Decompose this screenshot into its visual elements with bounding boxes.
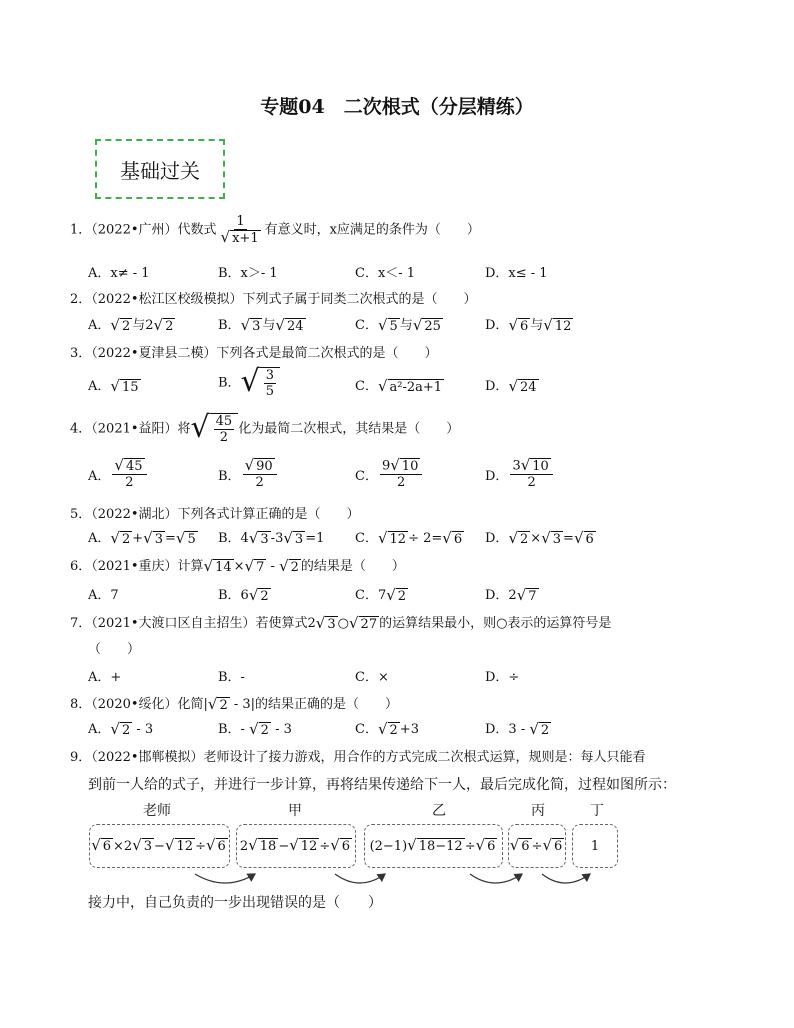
question-9-prompt: 接力中，自己负责的一步出现错误的是（ ） <box>88 895 382 911</box>
label-bing: 丙 <box>531 803 545 819</box>
question-1 <box>70 214 480 246</box>
question-5: 5．（2022•湖北）下列各式计算正确的是（ ） <box>70 507 360 522</box>
q5-option-a[interactable]: A． √ 2 + √ 3 = √ 5 <box>88 528 196 547</box>
question-8: 8．（2020•绥化）化简| √ 2 - 3|的结果正确的是（ ） <box>70 694 399 713</box>
q1-prefix: 1．（2022•广州）代数式 <box>70 222 217 238</box>
q7-option-d[interactable]: D．÷ <box>485 670 520 685</box>
q2-option-b[interactable]: B． √ 3 与 √ 24 <box>218 315 304 334</box>
relay-arrow-4 <box>542 874 590 883</box>
q2-option-d[interactable]: D． √ 6 与 √ 12 <box>485 315 572 334</box>
q1-fraction: 1 √ x+1 <box>220 214 259 246</box>
q6-option-a[interactable]: A．7 <box>88 588 119 603</box>
q4-option-d[interactable]: D． 3 √ 10 2 <box>485 458 555 490</box>
q3-option-b[interactable]: B． √ $\frac{3}{5}$ <box>218 367 280 399</box>
q3-option-a[interactable]: A． √ 15 <box>88 376 139 395</box>
relay-box-yi: (2−1) √ 18−12 ÷ √ 6 <box>364 824 503 868</box>
q4-option-c[interactable]: C． 9 √ 10 2 <box>355 458 424 490</box>
q7-option-a[interactable]: A．+ <box>88 670 122 685</box>
relay-arrow-1 <box>195 874 255 883</box>
question-9-line2: 到前一人给的式子，并进行一步计算，再将结果传递给下一人，最后完成化简，过程如图所示： <box>88 777 676 793</box>
question-9-line1: 9．（2022•邯郸模拟）老师设计了接力游戏，用合作的方式完成二次根式运算，规则是：每人只能看 <box>70 750 646 765</box>
q7-option-c[interactable]: C．× <box>355 670 389 685</box>
relay-arrow-3 <box>470 874 522 883</box>
q8-option-c[interactable]: C． √ 2 +3 <box>355 719 419 738</box>
question-7: 7．（2021•大渡口区自主招生）若使算式2 √ 3 ○ √ 27 的运算结果最小，则○表示的运算符号是 <box>70 613 612 632</box>
q2-option-c[interactable]: C． √ 5 与 √ 25 <box>355 315 441 334</box>
q2-option-a[interactable]: A． √ 2 与2 √ 2 <box>88 315 174 334</box>
label-yi: 乙 <box>432 803 446 819</box>
section-badge: 基础过关 <box>95 139 225 199</box>
q5-option-d[interactable]: D． √ 2 × √ 3 = √ 6 <box>485 528 594 547</box>
q1-suffix: 有意义时，x应满足的条件为（ ） <box>264 222 480 238</box>
relay-arrow-2 <box>335 874 385 883</box>
relay-box-teacher: √ 6 ×2 √ 3 − √ 12 ÷ √ 6 <box>89 824 230 868</box>
q4-option-b[interactable]: B． √ 90 2 <box>218 458 279 490</box>
q6-option-c[interactable]: C．7 √ 2 <box>355 585 407 604</box>
q4-option-a[interactable]: A． √ 45 2 <box>88 458 149 490</box>
question-4: 4．（2021•益阳）将 √ $\frac{45}{2}$ 化为最简二次根式，其结果是（ ） <box>70 410 460 445</box>
q1-option-c[interactable]: C．x＜- 1 <box>355 266 416 281</box>
relay-box-ding: 1 <box>572 824 618 868</box>
q1-option-d[interactable]: D．x≤ - 1 <box>485 266 548 281</box>
q1-option-b[interactable]: B．x＞- 1 <box>218 266 278 281</box>
q7-option-b[interactable]: B．- <box>218 670 245 685</box>
q1-frac-den: x+1 <box>232 231 259 246</box>
question-3: 3．（2022•夏津县二模）下列各式是最简二次根式的是（ ） <box>70 346 438 361</box>
relay-box-jia: 2 √ 18 − √ 12 ÷ √ 6 <box>236 824 356 868</box>
q8-option-d[interactable]: D．3 - √ 2 <box>485 719 550 738</box>
q5-option-c[interactable]: C． √ 12 ÷ 2= √ 6 <box>355 528 463 547</box>
q5-option-b[interactable]: B．4 √ 3 -3 √ 3 =1 <box>218 528 325 547</box>
label-teacher: 老师 <box>143 803 171 819</box>
page-title: 专题04 二次根式（分层精练） <box>260 96 534 118</box>
q6-option-b[interactable]: B．6 √ 2 <box>218 585 269 604</box>
label-ding: 丁 <box>590 803 604 819</box>
question-6: 6．（2021•重庆）计算 √ 14 × √ 7 - √ 2 的结果是（ ） <box>70 556 405 575</box>
label-jia: 甲 <box>288 803 302 819</box>
q1-frac-num: 1 <box>236 214 245 229</box>
q3-option-d[interactable]: D． √ 24 <box>485 376 537 395</box>
q3-option-c[interactable]: C． √ a²-2a+1 <box>355 376 443 395</box>
q1-option-a[interactable]: A．x≠ - 1 <box>88 266 150 281</box>
q8-option-a[interactable]: A． √ 2 - 3 <box>88 719 154 738</box>
q7-answer-paren: （ ） <box>88 642 141 657</box>
relay-box-bing: √ 6 ÷ √ 6 <box>508 824 566 868</box>
q8-option-b[interactable]: B．- √ 2 - 3 <box>218 719 292 738</box>
q6-option-d[interactable]: D．2 √ 7 <box>485 585 537 604</box>
question-2: 2．（2022•松江区校级模拟）下列式子属于同类二次根式的是（ ） <box>70 292 477 307</box>
